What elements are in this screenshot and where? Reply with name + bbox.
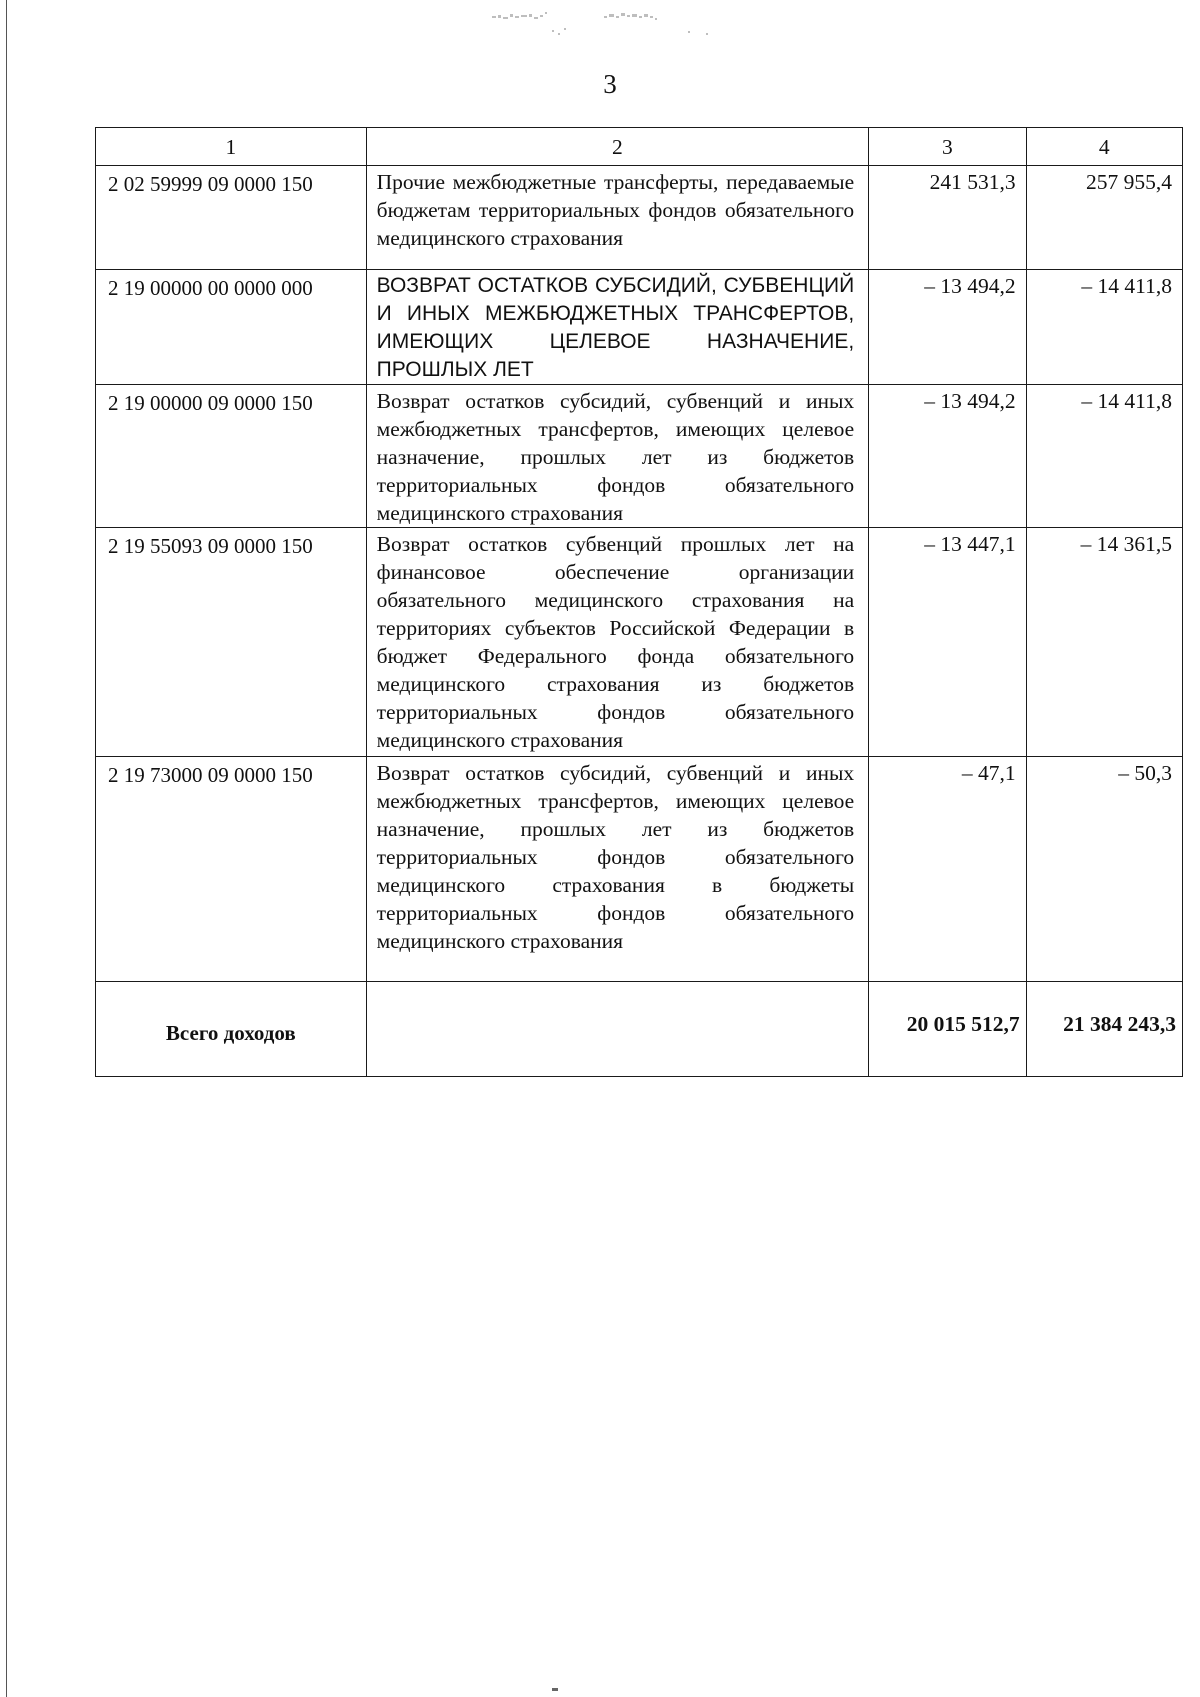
page-number: 3 xyxy=(603,69,617,99)
row-code: 2 19 00000 00 0000 000 xyxy=(96,270,367,385)
scan-artifact xyxy=(492,6,722,42)
scan-edge-line xyxy=(6,0,7,1697)
row-code: 2 19 55093 09 0000 150 xyxy=(96,528,367,757)
table-row xyxy=(96,166,1183,270)
row-value-col4: – 14 411,8 xyxy=(1026,270,1182,385)
row-value-col3: – 13 494,2 xyxy=(869,385,1026,528)
total-value-col3: 20 015 512,7 xyxy=(869,982,1026,1077)
row-description: ВОЗВРАТ ОСТАТКОВ СУБСИДИЙ, СУБВЕНЦИЙ И ИНЫХ МЕЖБЮДЖЕТНЫХ ТРАНСФЕРТОВ, ИМЕЮЩИХ ЦЕЛЕВОЕ НАЗНАЧЕНИЕ, ПРОШЛЫХ ЛЕТ xyxy=(366,270,869,385)
row-description: Возврат остатков субсидий, субвенций и иных межбюджетных трансфертов, имеющих целевое назначение, прошлых лет из бюджетов территориальных фондов обязательного медицинского страхования в бюджеты территориальных фондов обязательного медицинского страхования xyxy=(366,757,869,982)
header-col-1: 1 xyxy=(96,128,367,166)
header-col-4: 4 xyxy=(1026,128,1182,166)
table-row xyxy=(96,528,1183,757)
row-code: 2 19 00000 09 0000 150 xyxy=(96,385,367,528)
revenue-table xyxy=(95,127,1183,1077)
total-empty-cell xyxy=(366,982,869,1077)
table-row xyxy=(96,757,1183,982)
row-value-col4: – 50,3 xyxy=(1026,757,1182,982)
row-value-col4: 257 955,4 xyxy=(1026,166,1182,270)
row-value-col3: 241 531,3 xyxy=(869,166,1026,270)
row-value-col4: – 14 411,8 xyxy=(1026,385,1182,528)
header-col-3: 3 xyxy=(869,128,1026,166)
row-value-col3: – 13 447,1 xyxy=(869,528,1026,757)
scan-artifact-bottom xyxy=(552,1688,558,1691)
row-value-col3: – 13 494,2 xyxy=(869,270,1026,385)
row-code: 2 02 59999 09 0000 150 xyxy=(96,166,367,270)
table-header-row xyxy=(96,128,1183,166)
row-code: 2 19 73000 09 0000 150 xyxy=(96,757,367,982)
total-row xyxy=(96,982,1183,1077)
total-value-col4: 21 384 243,3 xyxy=(1026,982,1182,1077)
header-col-2: 2 xyxy=(366,128,869,166)
row-description: Прочие межбюджетные трансферты, передаваемые бюджетам территориальных фондов обязательного медицинского страхования xyxy=(366,166,869,270)
row-description: Возврат остатков субсидий, субвенций и иных межбюджетных трансфертов, имеющих целевое назначение, прошлых лет из бюджетов территориальных фондов обязательного медицинского страхования xyxy=(366,385,869,528)
table-row xyxy=(96,270,1183,385)
row-description: Возврат остатков субвенций прошлых лет на финансовое обеспечение организации обязательного медицинского страхования на территориях субъектов Российской Федерации в бюджет Федерального фонда обязательного медицинского страхования из бюджетов территориальных фондов обязательного медицинского страхования xyxy=(366,528,869,757)
row-value-col4: – 14 361,5 xyxy=(1026,528,1182,757)
table-row xyxy=(96,385,1183,528)
total-label: Всего доходов xyxy=(96,982,367,1077)
row-value-col3: – 47,1 xyxy=(869,757,1026,982)
